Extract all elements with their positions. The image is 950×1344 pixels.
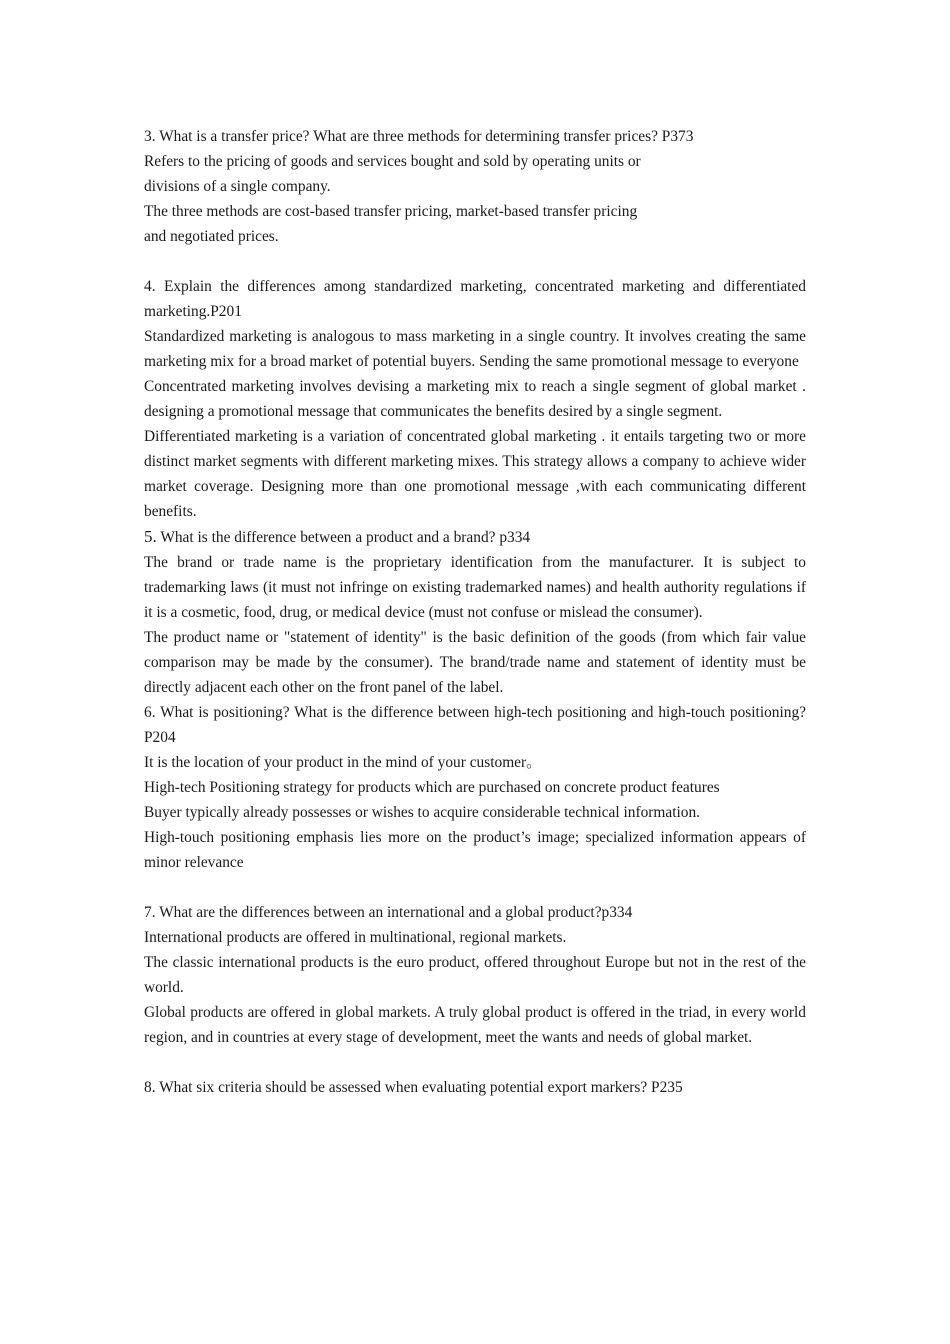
question-5 bbox=[144, 524, 806, 550]
document-page bbox=[144, 124, 806, 1100]
answer-4-standardized: Standardized marketing is analogous to mass marketing in a single country. It involves creating the same marketing mix for a broad market of potential buyers. Sending the same promotional message to everyone bbox=[144, 328, 806, 370]
answer-7-global: Global products are offered in global markets. A truly global product is offered in the triad, in every world region, and in countries at every stage of development, meet the wants and needs of global market. bbox=[144, 1004, 806, 1046]
question-4: 4. Explain the differences among standardized marketing, concentrated marketing and differentiated marketing.P201 bbox=[144, 278, 806, 320]
question-3: 3. What is a transfer price? What are three methods for determining transfer prices? P373 bbox=[144, 128, 694, 145]
spacer bbox=[144, 249, 806, 274]
answer-3-line-2: divisions of a single company. bbox=[144, 178, 331, 195]
answer-6-line-3: Buyer typically already possesses or wishes to acquire considerable technical information. bbox=[144, 804, 701, 821]
answer-3-line-4: and negotiated prices. bbox=[144, 228, 279, 245]
question-7: 7. What are the differences between an international and a global product?p334 bbox=[144, 904, 633, 921]
spacer bbox=[144, 875, 806, 900]
answer-5-product-name: The product name or "statement of identity" is the basic definition of the goods (from which fair value comparison may be made by the consumer). The brand/trade name and statement of identity must be directly adjacent each other on the front panel of the label. bbox=[144, 629, 806, 696]
spacer bbox=[144, 1050, 806, 1075]
answer-6-line-2: High-tech Positioning strategy for products which are purchased on concrete product features bbox=[144, 779, 720, 796]
question-5-number: 5. bbox=[144, 527, 157, 546]
answer-6-line-1: It is the location of your product in the mind of your customer。 bbox=[144, 754, 542, 771]
answer-4-concentrated: Concentrated marketing involves devising a marketing mix to reach a single segment of global market . designing a promotional message that communicates the benefits desired by a single segment. bbox=[144, 378, 806, 420]
question-8: 8. What six criteria should be assessed when evaluating potential export markers? P235 bbox=[144, 1079, 683, 1096]
question-6: 6. What is positioning? What is the difference between high-tech positioning and high-touch positioning?P204 bbox=[144, 704, 806, 746]
answer-5-brand: The brand or trade name is the proprietary identification from the manufacturer. It is subject to trademarking laws (it must not infringe on existing trademarked names) and health authority regulations if it is a cosmetic, food, drug, or medical device (must not confuse or mislead the consumer). bbox=[144, 554, 806, 621]
question-5-text: What is the difference between a product and a brand? p334 bbox=[156, 529, 531, 546]
answer-4-differentiated: Differentiated marketing is a variation of concentrated global marketing . it entails targeting two or more distinct market segments with different marketing mixes. This strategy allows a company to achieve wider market coverage. Designing more than one promotional message ,with each communicating different benefits. bbox=[144, 428, 806, 520]
answer-3-line-1: Refers to the pricing of goods and services bought and sold by operating units or bbox=[144, 153, 641, 170]
answer-7-international: The classic international products is the euro product, offered throughout Europe but not in the rest of the world. bbox=[144, 954, 806, 996]
answer-6-high-touch: High-touch positioning emphasis lies more on the product’s image; specialized information appears of minor relevance bbox=[144, 829, 806, 871]
answer-7-line-1: International products are offered in multinational, regional markets. bbox=[144, 929, 567, 946]
answer-3-line-3: The three methods are cost-based transfer pricing, market-based transfer pricing bbox=[144, 203, 638, 220]
